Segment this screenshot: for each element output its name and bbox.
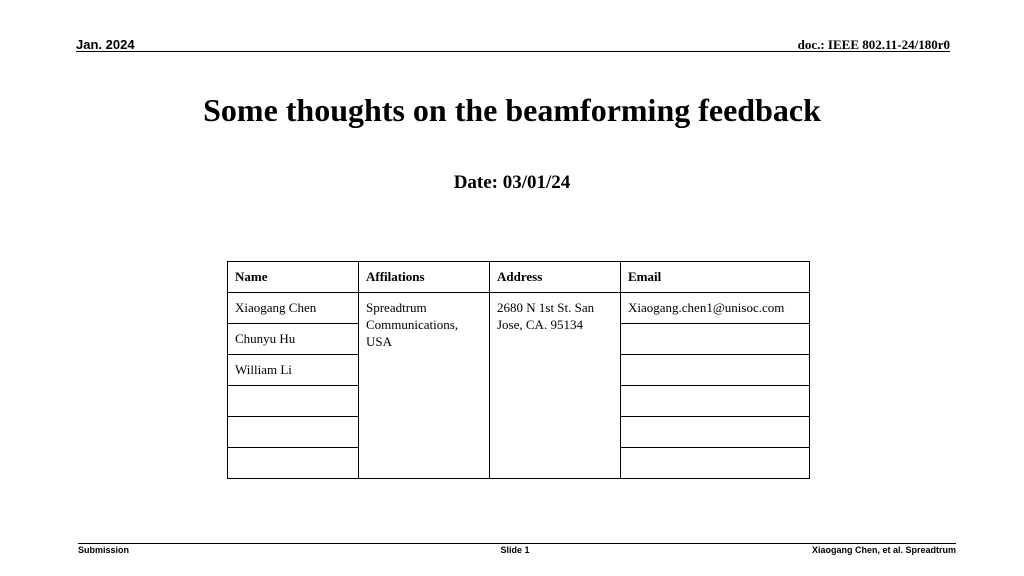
author-email xyxy=(621,355,810,386)
header-doc-id: doc.: IEEE 802.11-24/180r0 xyxy=(797,37,950,52)
slide-date: Date: 03/01/24 xyxy=(453,172,571,193)
footer-submission: Submission xyxy=(78,545,130,555)
author-name xyxy=(228,448,359,479)
author-address: 2680 N 1st St. San Jose, CA. 95134 xyxy=(490,293,621,479)
column-header-name: Name xyxy=(228,262,359,293)
author-affiliation: Spreadtrum Communications, USA xyxy=(359,293,490,479)
author-name xyxy=(228,386,359,417)
author-name: Xiaogang Chen xyxy=(228,293,359,324)
slide-title: Some thoughts on the beamforming feedback xyxy=(203,92,821,128)
column-header-affiliations: Affilations xyxy=(359,262,490,293)
header-date: Jan. 2024 xyxy=(76,37,135,52)
footer-divider xyxy=(78,543,956,544)
column-header-email: Email xyxy=(621,262,810,293)
author-email xyxy=(621,417,810,448)
footer-slide-number: Slide 1 xyxy=(500,545,530,555)
column-header-address: Address xyxy=(490,262,621,293)
author-name xyxy=(228,417,359,448)
author-email xyxy=(621,448,810,479)
table-header-row xyxy=(228,262,810,293)
author-email: Xiaogang.chen1@unisoc.com xyxy=(621,293,810,324)
author-name: William Li xyxy=(228,355,359,386)
author-email xyxy=(621,386,810,417)
authors-table xyxy=(227,261,810,479)
footer-author: Xiaogang Chen, et al. Spreadtrum xyxy=(811,545,956,555)
table-row xyxy=(228,293,810,324)
author-email xyxy=(621,324,810,355)
header-divider xyxy=(76,51,950,52)
author-name: Chunyu Hu xyxy=(228,324,359,355)
